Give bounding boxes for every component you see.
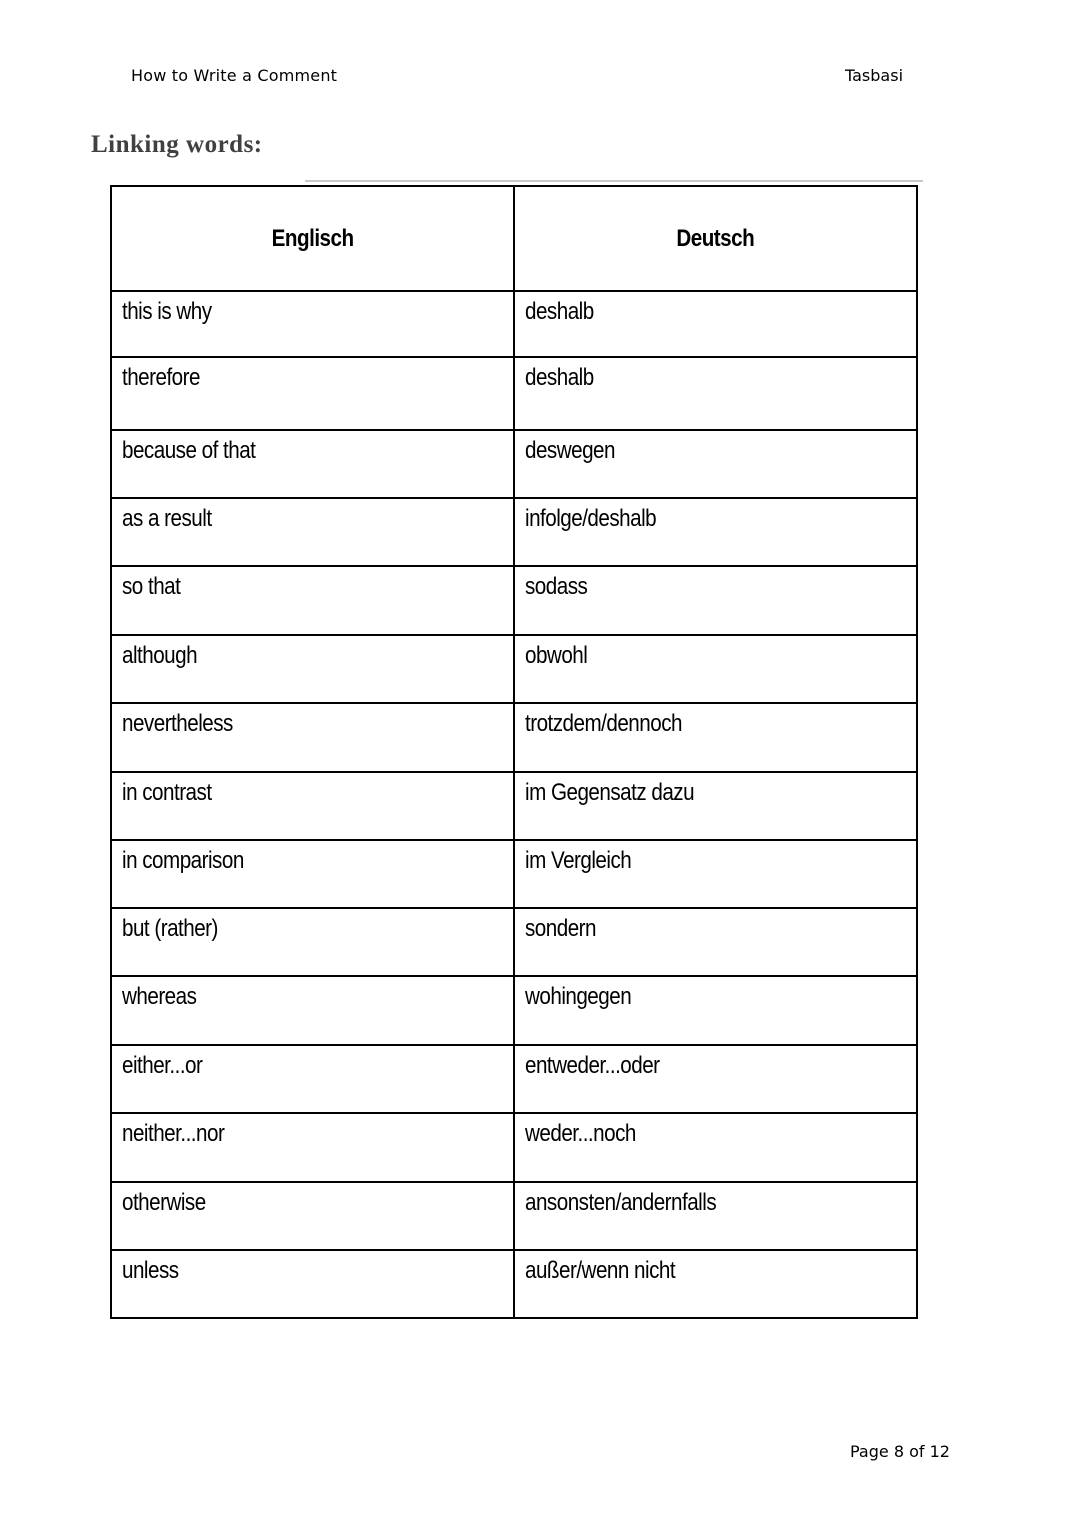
table-row <box>111 291 917 357</box>
german-term: trotzdem/dennoch <box>514 703 917 772</box>
english-term: whereas <box>111 976 514 1045</box>
german-term: sodass <box>514 566 917 635</box>
table-row <box>111 498 917 566</box>
vocabulary-table <box>110 185 918 1319</box>
german-term: entweder...oder <box>514 1045 917 1113</box>
table-row <box>111 357 917 430</box>
english-term: otherwise <box>111 1182 514 1250</box>
german-term: deshalb <box>514 357 917 430</box>
german-term: obwohl <box>514 635 917 703</box>
german-term: weder...noch <box>514 1113 917 1182</box>
german-term: sondern <box>514 908 917 976</box>
table-row <box>111 1182 917 1250</box>
section-title: Linking words: <box>91 131 263 158</box>
german-term: im Gegensatz dazu <box>514 772 917 840</box>
german-term: deshalb <box>514 291 917 357</box>
table-row <box>111 703 917 772</box>
english-term: so that <box>111 566 514 635</box>
table-row <box>111 840 917 908</box>
english-term: this is why <box>111 291 514 357</box>
table-row <box>111 635 917 703</box>
german-term: wohingegen <box>514 976 917 1045</box>
page-number: Page 8 of 12 <box>850 1442 950 1461</box>
english-term: because of that <box>111 430 514 498</box>
table-row <box>111 430 917 498</box>
table-row <box>111 1113 917 1182</box>
column-header-english: Englisch <box>111 186 514 291</box>
english-term: in comparison <box>111 840 514 908</box>
german-term: deswegen <box>514 430 917 498</box>
table-header-row <box>111 186 917 291</box>
german-term: im Vergleich <box>514 840 917 908</box>
english-term: as a result <box>111 498 514 566</box>
german-term: außer/wenn nicht <box>514 1250 917 1318</box>
english-term: either...or <box>111 1045 514 1113</box>
english-term: therefore <box>111 357 514 430</box>
english-term: although <box>111 635 514 703</box>
english-term: in contrast <box>111 772 514 840</box>
document-header-title: How to Write a Comment <box>131 66 338 85</box>
english-term: but (rather) <box>111 908 514 976</box>
english-term: nevertheless <box>111 703 514 772</box>
table-row <box>111 566 917 635</box>
german-term: ansonsten/andernfalls <box>514 1182 917 1250</box>
german-term: infolge/deshalb <box>514 498 917 566</box>
table-row <box>111 1250 917 1318</box>
decorative-rule <box>305 180 923 182</box>
table-row <box>111 772 917 840</box>
document-header-author: Tasbasi <box>845 66 904 85</box>
table-row <box>111 908 917 976</box>
table-row <box>111 976 917 1045</box>
english-term: unless <box>111 1250 514 1318</box>
column-header-german: Deutsch <box>514 186 917 291</box>
english-term: neither...nor <box>111 1113 514 1182</box>
table-row <box>111 1045 917 1113</box>
